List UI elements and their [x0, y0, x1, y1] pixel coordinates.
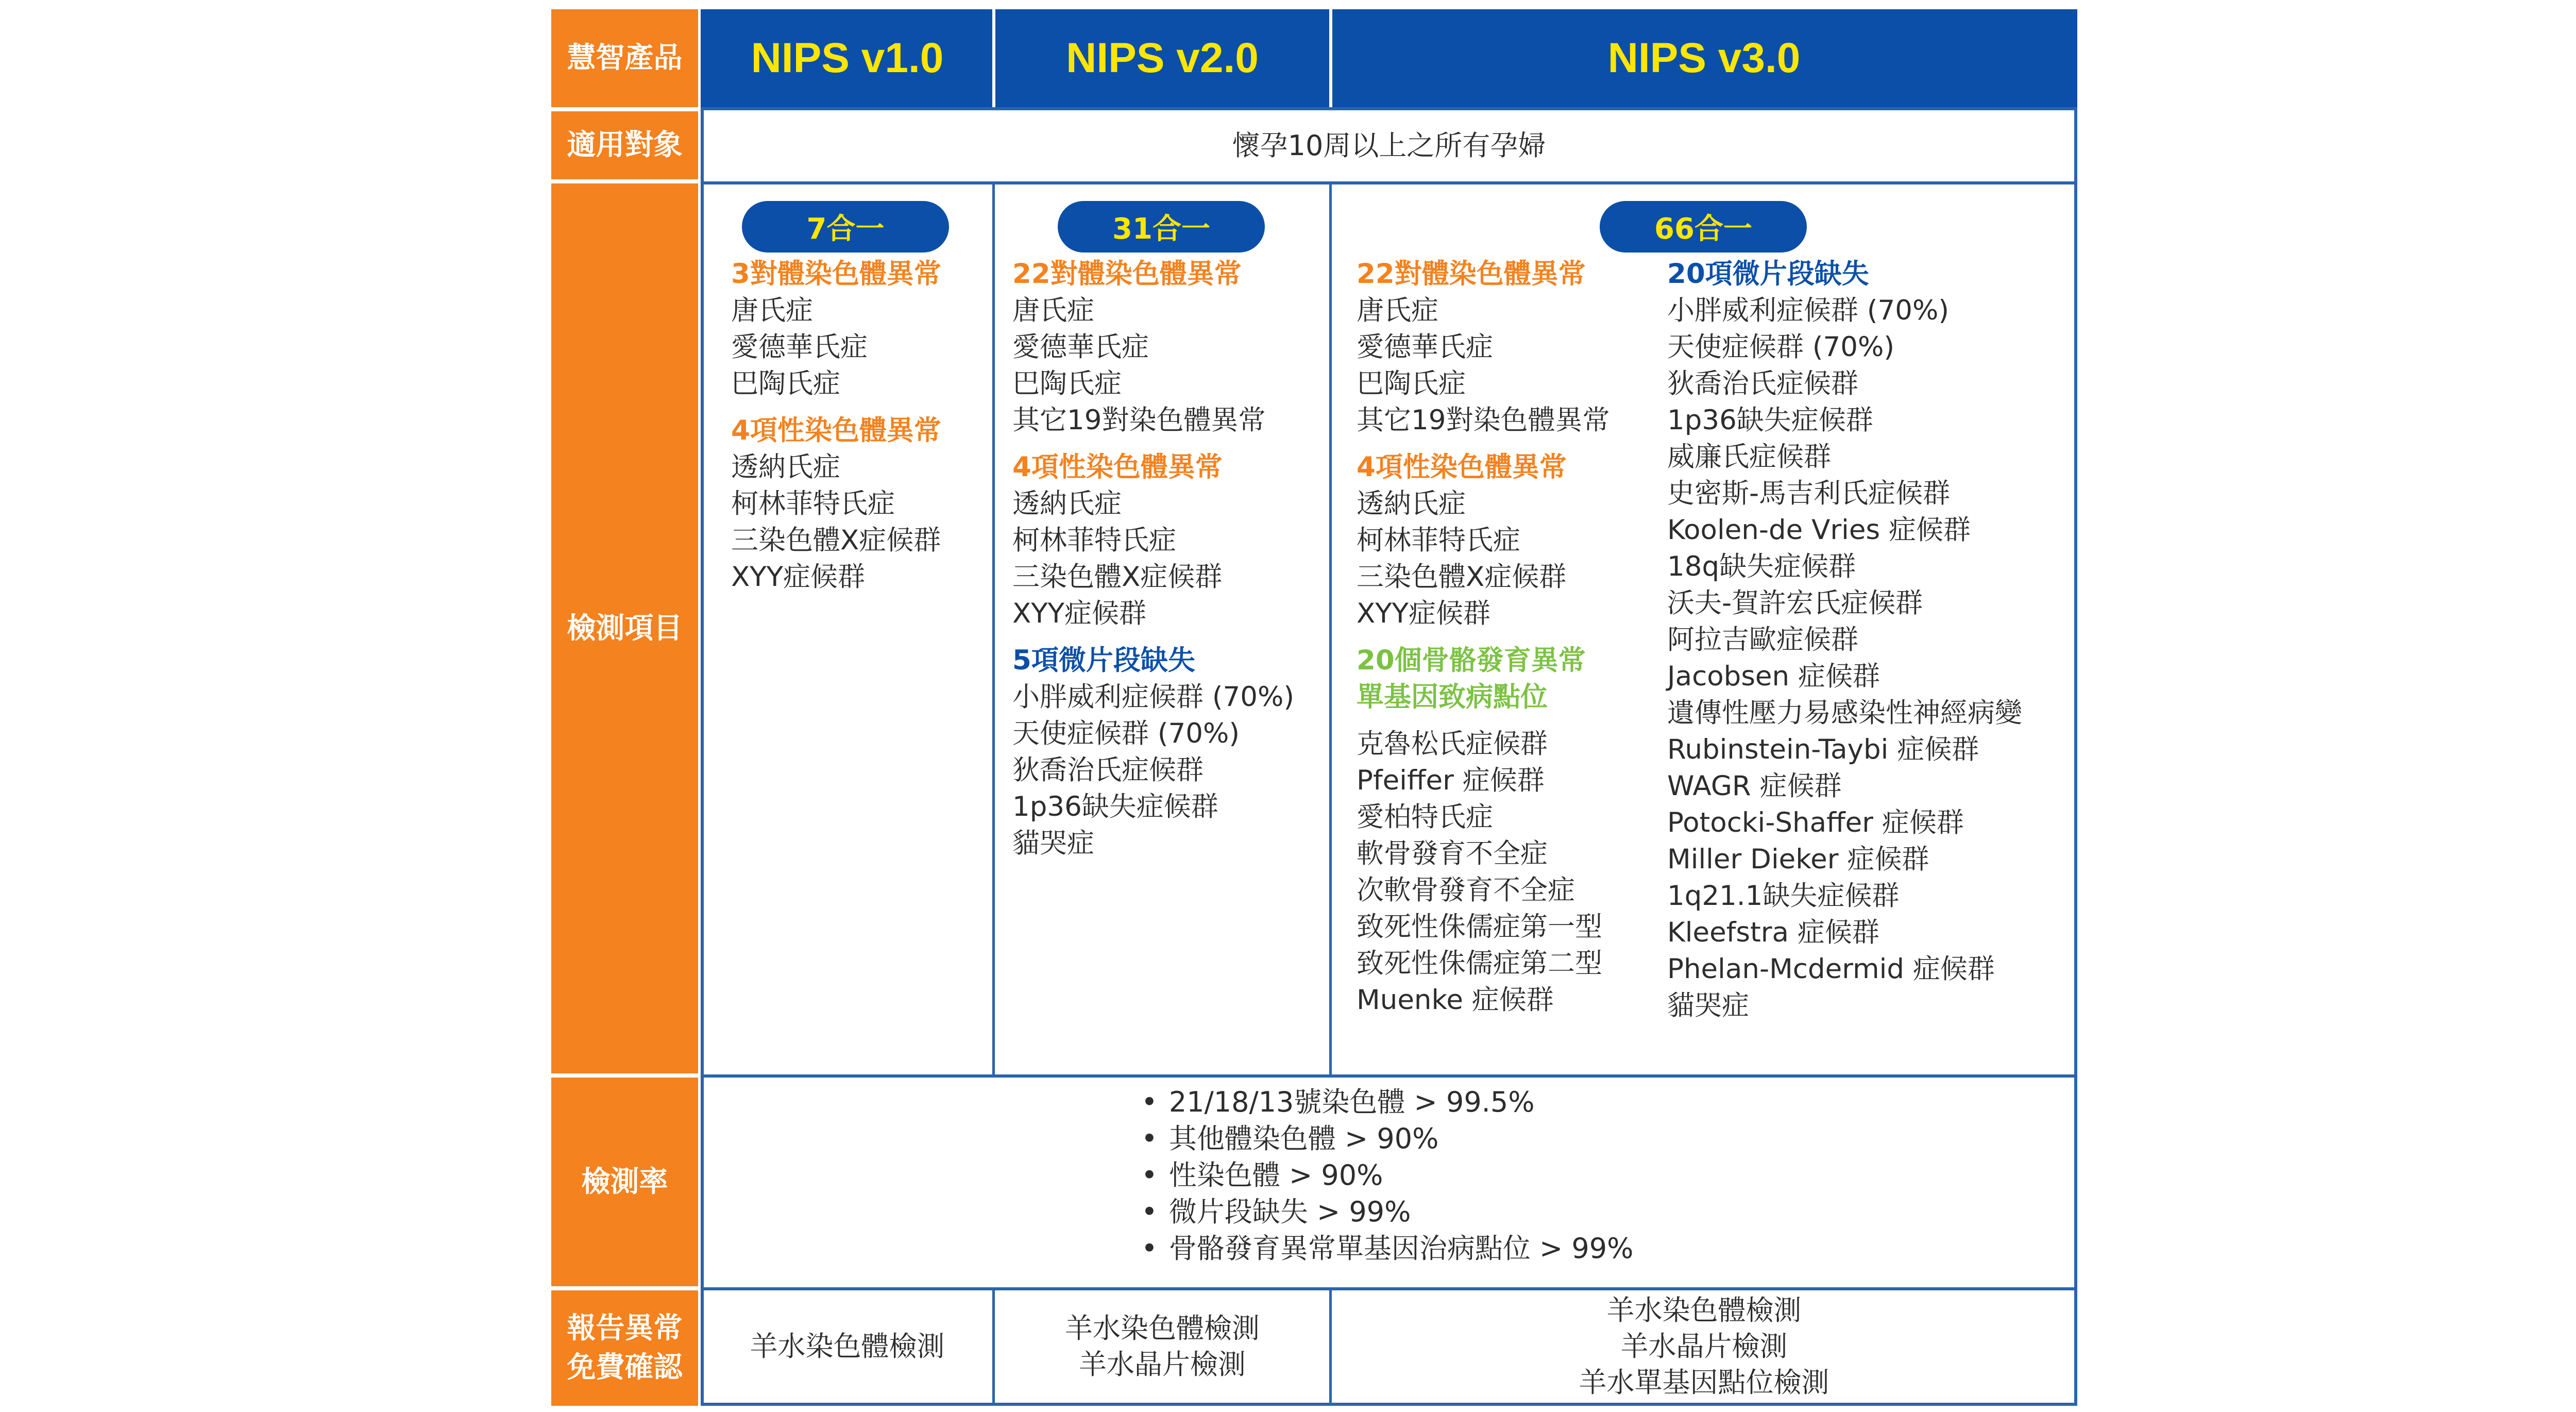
- confirm-item: 羊水晶片檢測: [1079, 1348, 1246, 1381]
- confirm-item: 羊水染色體檢測: [1606, 1294, 1802, 1326]
- list-item: 貓哭症: [1667, 990, 1749, 1021]
- label-rate-text: 檢測率: [581, 1165, 668, 1199]
- list-item: 愛德華氏症: [731, 331, 868, 363]
- label-target: [551, 111, 698, 179]
- label-product: [551, 9, 698, 107]
- nips-comparison-table: [551, 9, 2077, 1406]
- header-divider: [1329, 9, 1332, 107]
- list-item: 柯林菲特氏症: [731, 488, 895, 519]
- list-item: 軟骨發育不全症: [1357, 838, 1548, 869]
- list-item: Pfeiffer 症候群: [1357, 765, 1545, 796]
- header-nips-v3: [1331, 9, 2077, 107]
- label-items-text: 檢測項目: [567, 611, 683, 645]
- list-item: Muenke 症候群: [1357, 984, 1554, 1016]
- rate-item: • 骨骼發育異常單基因治病點位 > 99%: [1141, 1230, 1633, 1267]
- label-confirm-line2: 免費確認: [567, 1351, 683, 1384]
- list-item: Koolen-de Vries 症候群: [1667, 514, 1971, 546]
- list-item: 致死性侏儒症第一型: [1357, 911, 1602, 943]
- list-item: WAGR 症候群: [1667, 770, 1842, 802]
- list-item: 貓哭症: [1012, 828, 1094, 859]
- list-item: 遺傳性壓力易感染性神經病變: [1667, 697, 2022, 729]
- list-item: 阿拉吉歐症候群: [1667, 624, 1858, 655]
- confirm-item: 羊水染色體檢測: [750, 1330, 945, 1363]
- label-confirm: [551, 1290, 698, 1406]
- list-item: 柯林菲特氏症: [1357, 525, 1520, 556]
- v3-section-title: 20項微片段缺失: [1667, 258, 1869, 290]
- list-item: 狄喬治氏症候群: [1012, 754, 1204, 786]
- list-item: 致死性侏儒症第二型: [1357, 948, 1602, 979]
- confirm-item: 羊水染色體檢測: [1065, 1312, 1260, 1344]
- v2-section-title: 22對體染色體異常: [1012, 258, 1242, 290]
- list-item: Rubinstein-Taybi 症候群: [1667, 734, 1979, 765]
- v3-section-title: 22對體染色體異常: [1357, 258, 1586, 290]
- list-item: 唐氏症: [731, 295, 813, 326]
- label-rate: [551, 1078, 698, 1286]
- list-item: 唐氏症: [1012, 295, 1094, 326]
- list-item: 狄喬治氏症候群: [1667, 368, 1858, 399]
- confirm-v2: [994, 1287, 1331, 1406]
- list-item: 1p36缺失症候群: [1012, 791, 1218, 822]
- pill-v1-7in1: 7合一: [742, 201, 949, 253]
- list-item: 天使症候群 (70%): [1012, 718, 1240, 749]
- list-item: 沃夫-賀許宏氏症候群: [1667, 587, 1923, 619]
- confirm-item: 羊水晶片檢測: [1620, 1330, 1788, 1363]
- list-item: 次軟骨發育不全症: [1357, 875, 1575, 906]
- rate-bullet-list: [1141, 1084, 1633, 1267]
- list-item: 克魯松氏症候群: [1357, 728, 1548, 760]
- list-item: 威廉氏症候群: [1667, 441, 1831, 473]
- list-item: 三染色體X症候群: [1012, 561, 1223, 593]
- v3-left-test-list: [1357, 256, 1609, 1018]
- v2-section-title: 4項性染色體異常: [1012, 451, 1223, 483]
- list-item: 天使症候群 (70%): [1667, 331, 1895, 363]
- rate-item: • 性染色體 > 90%: [1141, 1157, 1633, 1194]
- header-nips-v1-text: NIPS v1.0: [751, 35, 944, 81]
- list-item: 巴陶氏症: [731, 368, 840, 399]
- list-item: 透納氏症: [1357, 488, 1466, 519]
- list-item: 柯林菲特氏症: [1012, 525, 1176, 556]
- header-nips-v1: [701, 9, 994, 107]
- list-item: 其它19對染色體異常: [1012, 405, 1266, 436]
- label-target-text: 適用對象: [567, 128, 683, 162]
- list-item: 唐氏症: [1357, 295, 1438, 326]
- list-item: 1q21.1缺失症候群: [1667, 880, 1900, 912]
- rate-item: • 微片段缺失 > 99%: [1141, 1194, 1633, 1230]
- v2-section-title: 5項微片段缺失: [1012, 645, 1195, 676]
- items-divider-v1-v2: [992, 181, 995, 1078]
- list-item: 小胖威利症候群 (70%): [1667, 295, 1950, 326]
- list-item: 史密斯-馬吉利氏症候群: [1667, 478, 1951, 509]
- list-item: 18q缺失症候群: [1667, 551, 1856, 582]
- items-divider-v2-v3: [1329, 181, 1332, 1078]
- v1-test-list: [731, 256, 941, 595]
- confirm-item: 羊水單基因點位檢測: [1579, 1366, 1829, 1399]
- v3-section-title: 20個骨骼發育異常: [1357, 645, 1586, 676]
- confirm-v3: [1331, 1287, 2077, 1406]
- list-item: XYY症候群: [1357, 598, 1491, 629]
- list-item: 巴陶氏症: [1012, 368, 1122, 399]
- v3-right-test-list: [1667, 256, 2022, 1024]
- target-text: 懷孕10周以上之所有孕婦: [1232, 129, 1546, 162]
- v1-section-title: 4項性染色體異常: [731, 415, 941, 446]
- list-item: 三染色體X症候群: [731, 525, 941, 556]
- pill-v3-66in1: 66合一: [1600, 201, 1807, 253]
- list-item: Phelan-Mcdermid 症候群: [1667, 953, 1995, 985]
- v3-section-title: 4項性染色體異常: [1357, 451, 1567, 483]
- confirm-v1: [701, 1287, 994, 1406]
- rate-item: • 21/18/13號染色體 > 99.5%: [1141, 1084, 1633, 1120]
- list-item: Jacobsen 症候群: [1667, 661, 1880, 692]
- list-item: 愛德華氏症: [1012, 331, 1149, 363]
- list-item: 1p36缺失症候群: [1667, 405, 1873, 436]
- list-item: Potocki-Shaffer 症候群: [1667, 807, 1964, 838]
- header-nips-v2: [994, 9, 1331, 107]
- list-item: XYY症候群: [1012, 598, 1147, 629]
- list-item: 小胖威利症候群 (70%): [1012, 681, 1295, 713]
- v2-test-list: [1012, 256, 1294, 862]
- list-item: 三染色體X症候群: [1357, 561, 1567, 593]
- label-confirm-line1: 報告異常: [567, 1312, 683, 1346]
- header-nips-v2-text: NIPS v2.0: [1066, 35, 1259, 81]
- header-divider: [992, 9, 995, 107]
- list-item: Miller Dieker 症候群: [1667, 844, 1929, 875]
- list-item: 其它19對染色體異常: [1357, 405, 1610, 436]
- list-item: 透納氏症: [1012, 488, 1122, 519]
- v1-section-title: 3對體染色體異常: [731, 258, 941, 290]
- header-nips-v3-text: NIPS v3.0: [1607, 35, 1801, 81]
- rate-item: • 其他體染色體 > 90%: [1141, 1120, 1633, 1157]
- list-item: 巴陶氏症: [1357, 368, 1466, 399]
- v3-section-title-line2: 單基因致病點位: [1357, 681, 1548, 713]
- label-items: [551, 183, 698, 1073]
- label-product-text: 慧智產品: [567, 41, 683, 75]
- list-item: 透納氏症: [731, 451, 840, 483]
- list-item: Kleefstra 症候群: [1667, 917, 1879, 948]
- pill-v2-31in1: 31合一: [1058, 201, 1265, 253]
- list-item: XYY症候群: [731, 561, 866, 593]
- list-item: 愛柏特氏症: [1357, 801, 1493, 833]
- list-item: 愛德華氏症: [1357, 331, 1493, 363]
